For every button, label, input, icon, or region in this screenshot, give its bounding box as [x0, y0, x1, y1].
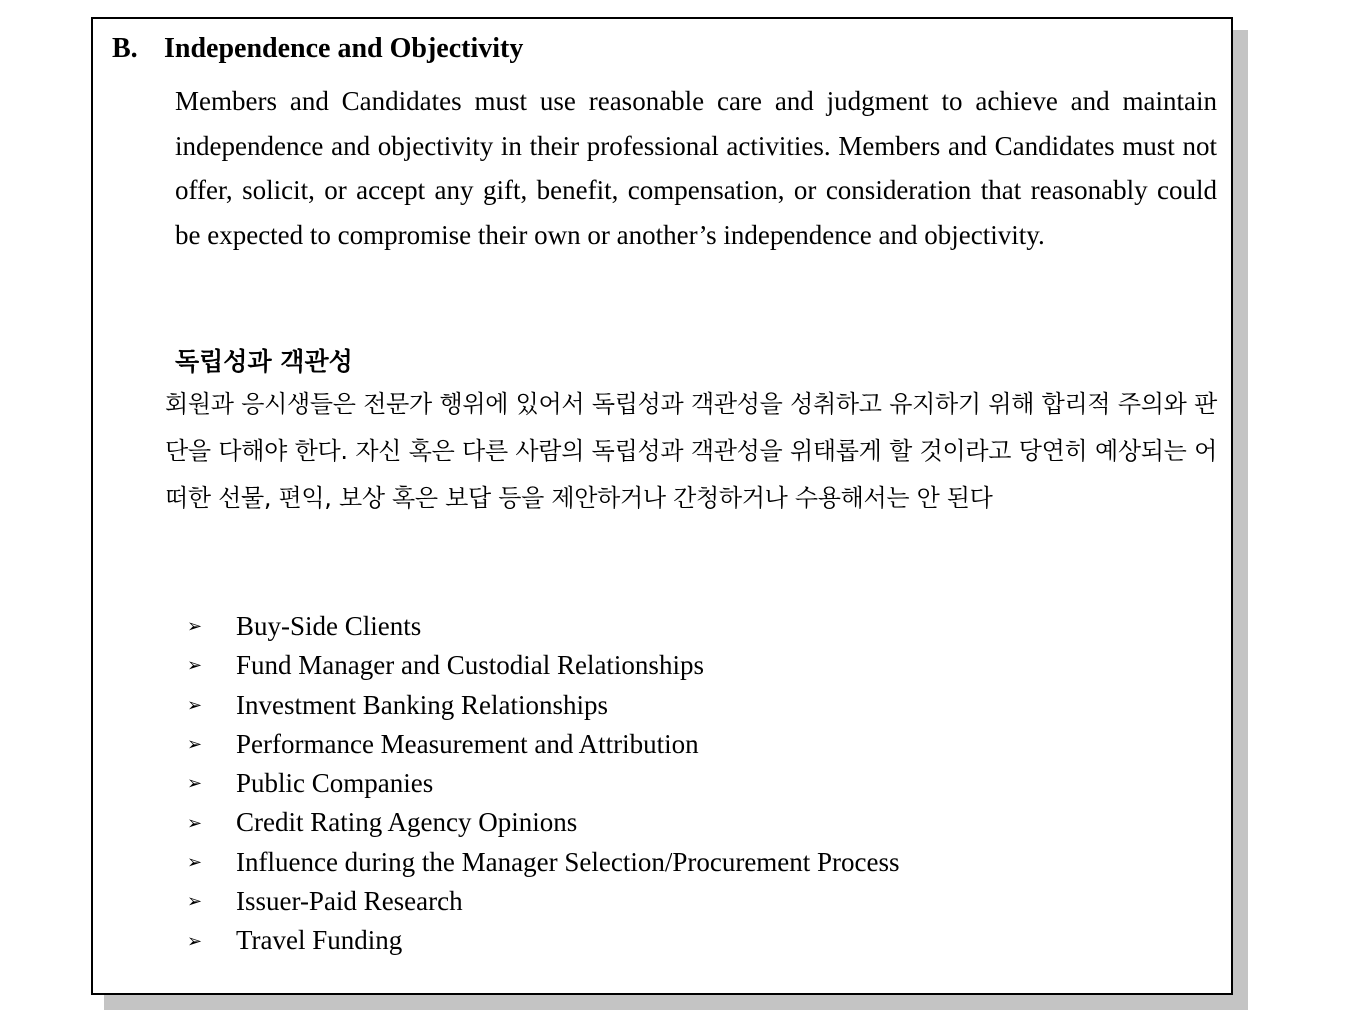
arrow-bullet-icon: ➢ — [187, 930, 203, 952]
list-item — [185, 880, 900, 919]
arrow-bullet-icon: ➢ — [187, 694, 203, 716]
list-item — [185, 841, 900, 880]
list-item — [185, 605, 900, 644]
topic-label: Issuer-Paid Research — [236, 886, 463, 917]
list-item — [185, 684, 900, 723]
arrow-bullet-icon: ➢ — [187, 655, 203, 677]
standard-text-korean: 회원과 응시생들은 전문가 행위에 있어서 독립성과 객관성을 성취하고 유지하기 위해 합리적 주의와 판단을 다해야 한다. 자신 혹은 다른 사람의 독립성과 객관성을 위태롭게 할 것이라고 당연히 예상되는 어떠한 선물, 편익, 보상 혹은 보답 등을 제안하거나 간청하거나 수용해서는 안 된다 — [165, 390, 1217, 512]
topic-label: Performance Measurement and Attribution — [236, 729, 699, 760]
arrow-bullet-icon: ➢ — [187, 773, 203, 795]
section-letter: B. — [112, 33, 138, 64]
arrow-bullet-icon: ➢ — [187, 812, 203, 834]
arrow-bullet-icon: ➢ — [187, 616, 203, 638]
section-title: Independence and Objectivity — [164, 33, 524, 64]
topic-list — [185, 605, 900, 959]
korean-section-heading: 독립성과 객관성 — [175, 347, 353, 376]
list-item — [185, 801, 900, 840]
topic-label: Travel Funding — [236, 925, 403, 956]
standard-text-english: Members and Candidates must use reasonable care and judgment to achieve and maintain independence and objectivity in their professional activities. Members and Candidates must not offer, solicit, or accept any gift, benefit, compensation, or consideration that reasonably could be expected to compromise their own or another’s independence and objectivity. — [175, 86, 1217, 250]
standard-box — [91, 17, 1233, 995]
list-item — [185, 919, 900, 958]
topic-label: Influence during the Manager Selection/Procurement Process — [236, 846, 900, 877]
topic-label: Public Companies — [236, 768, 434, 799]
arrow-bullet-icon: ➢ — [187, 734, 203, 756]
topic-label: Fund Manager and Custodial Relationships — [236, 650, 704, 681]
topic-label: Buy-Side Clients — [236, 611, 422, 642]
list-item — [185, 644, 900, 683]
list-item — [185, 723, 900, 762]
topic-label: Credit Rating Agency Opinions — [236, 807, 578, 838]
topic-label: Investment Banking Relationships — [236, 689, 608, 720]
arrow-bullet-icon: ➢ — [187, 851, 203, 873]
section-heading — [112, 33, 523, 65]
list-item — [185, 762, 900, 801]
arrow-bullet-icon: ➢ — [187, 891, 203, 913]
